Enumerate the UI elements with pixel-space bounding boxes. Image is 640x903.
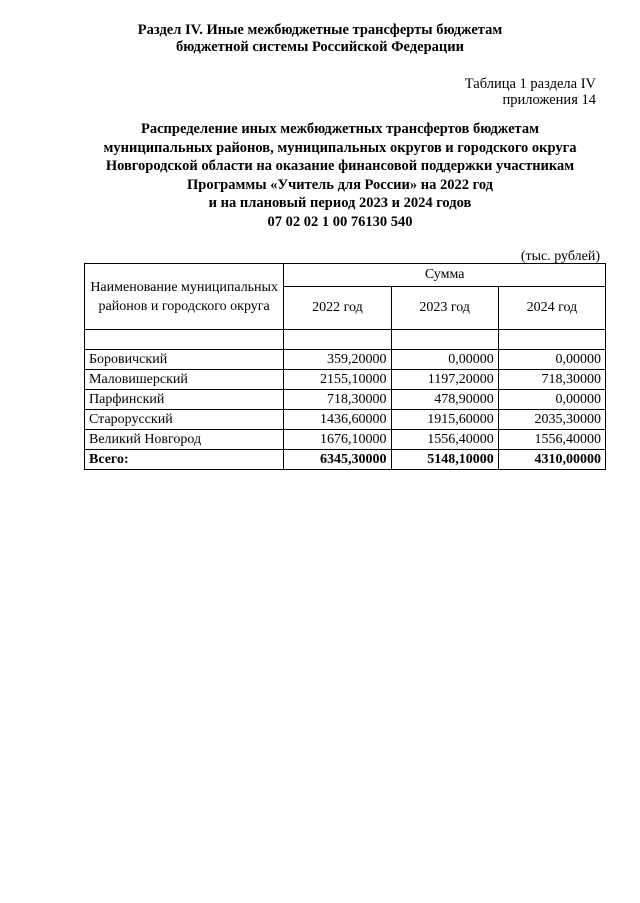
row-value-2024: 0,00000 xyxy=(498,350,605,370)
row-value-2023: 1197,20000 xyxy=(391,370,498,390)
row-name: Боровичский xyxy=(85,350,284,370)
row-name: Парфинский xyxy=(85,390,284,410)
total-value-2023: 5148,10000 xyxy=(391,450,498,470)
header-year-2024: 2024 год xyxy=(498,287,605,330)
header-sum: Сумма xyxy=(284,264,606,287)
row-name: Старорусский xyxy=(85,410,284,430)
table-row xyxy=(85,370,606,390)
total-value-2024: 4310,00000 xyxy=(498,450,605,470)
heading-line-3: Новгородской области на оказание финансовой поддержки участникам xyxy=(105,158,575,174)
row-value-2023: 1915,60000 xyxy=(391,410,498,430)
row-value-2022: 2155,10000 xyxy=(284,370,391,390)
spacer-row xyxy=(85,330,606,350)
header-name: Наименование муниципальных районов и городского округа xyxy=(85,264,284,330)
total-row xyxy=(85,450,606,470)
table-row xyxy=(85,410,606,430)
table-row xyxy=(85,390,606,410)
row-name: Великий Новгород xyxy=(85,430,284,450)
row-value-2022: 718,30000 xyxy=(284,390,391,410)
table-reference-line-1: Таблица 1 раздела IV xyxy=(464,76,596,92)
table-row xyxy=(85,430,606,450)
header-year-2023: 2023 год xyxy=(391,287,498,330)
section-title-line-2: бюджетной системы Российской Федерации xyxy=(176,39,464,55)
table-row xyxy=(85,350,606,370)
heading-line-4: Программы «Учитель для России» на 2022 год xyxy=(187,176,493,193)
row-value-2023: 0,00000 xyxy=(391,350,498,370)
heading-line-2: муниципальных районов, муниципальных округов и городского округа xyxy=(103,139,577,156)
row-value-2023: 478,90000 xyxy=(391,390,498,410)
header-year-2022: 2022 год xyxy=(284,287,391,330)
heading-line-5: и на плановый период 2023 и 2024 годов xyxy=(208,195,472,211)
row-value-2024: 0,00000 xyxy=(498,390,605,410)
section-title-line-1: Раздел IV. Иные межбюджетные трансферты бюджетам xyxy=(137,22,503,38)
transfers-table xyxy=(84,263,606,470)
document-heading xyxy=(0,120,640,231)
row-value-2024: 1556,40000 xyxy=(498,430,605,450)
row-name: Маловишерский xyxy=(85,370,284,390)
total-label: Всего: xyxy=(85,450,284,470)
units-label: (тыс. рублей) xyxy=(520,249,600,264)
row-value-2023: 1556,40000 xyxy=(391,430,498,450)
heading-line-1: Распределение иных межбюджетных трансфертов бюджетам xyxy=(141,121,539,137)
row-value-2022: 1676,10000 xyxy=(284,430,391,450)
table-reference-line-2: приложения 14 xyxy=(502,92,596,108)
row-value-2022: 1436,60000 xyxy=(284,410,391,430)
budget-code: 07 02 02 1 00 76130 540 xyxy=(267,213,413,230)
row-value-2022: 359,20000 xyxy=(284,350,391,370)
row-value-2024: 2035,30000 xyxy=(498,410,605,430)
table-reference xyxy=(465,76,596,108)
section-title xyxy=(0,22,640,56)
total-value-2022: 6345,30000 xyxy=(284,450,391,470)
row-value-2024: 718,30000 xyxy=(498,370,605,390)
